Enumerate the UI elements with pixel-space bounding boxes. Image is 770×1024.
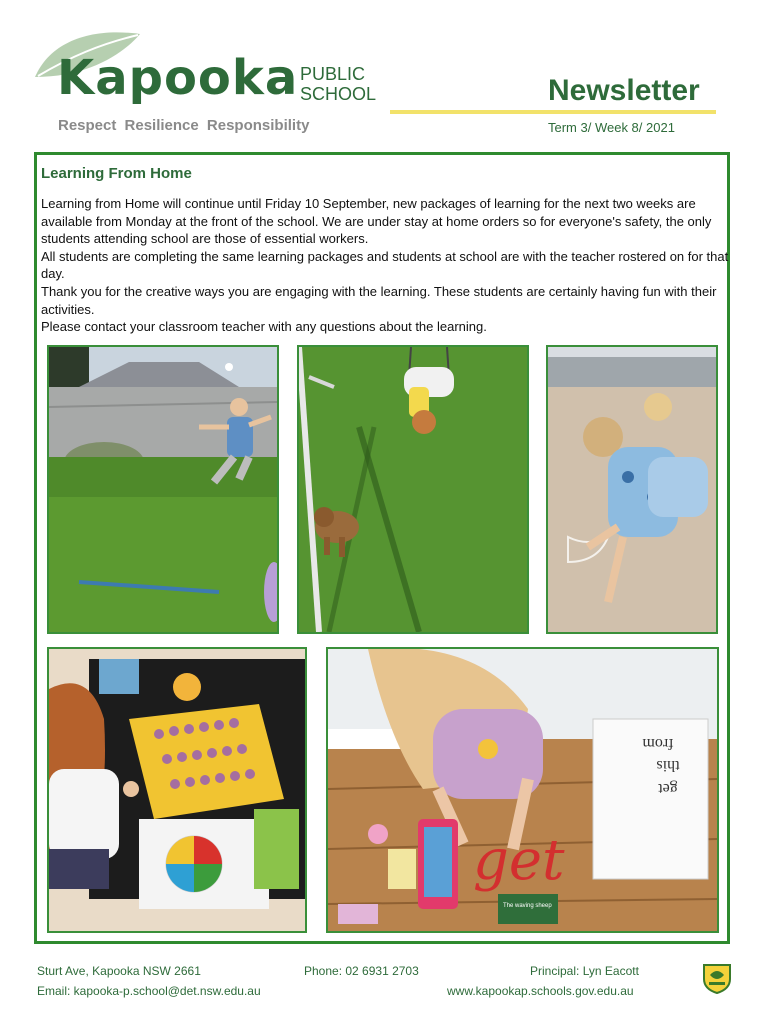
- footer-address: Sturt Ave, Kapooka NSW 2661: [37, 964, 201, 978]
- footer-principal: Principal: Lyn Eacott: [530, 964, 639, 978]
- term-info: Term 3/ Week 8/ 2021: [548, 120, 675, 135]
- footer-website-link[interactable]: www.kapookap.schools.gov.edu.au: [447, 984, 634, 998]
- worksheet-word-from: from: [642, 735, 674, 752]
- school-type-line1: PUBLIC: [300, 64, 366, 84]
- article-body: [41, 195, 731, 336]
- book-title: The waving sheep: [503, 903, 552, 909]
- footer-phone: Phone: 02 6931 2703: [304, 964, 419, 978]
- article-paragraph: Please contact your classroom teacher with any questions about the learning.: [41, 319, 487, 335]
- school-motto: Respect Resilience Responsibility: [58, 117, 310, 134]
- school-crest-icon: [700, 961, 734, 995]
- newsletter-title: Newsletter: [548, 74, 700, 107]
- photo-child-board-game: [47, 647, 307, 933]
- photo-child-letters-worksheet: [326, 647, 719, 933]
- article-paragraph: Thank you for the creative ways you are engaging with the learning. These students are certainly having fun with their activities.: [41, 283, 717, 317]
- article-heading: Learning From Home: [41, 165, 192, 182]
- worksheet-word-get: get: [658, 780, 678, 797]
- playdough-letters: get: [473, 828, 565, 893]
- article-paragraph: All students are completing the same learning packages and students at school are with the teacher rostered on for that day.: [41, 248, 729, 282]
- school-type: [300, 64, 376, 104]
- article-paragraph: Learning from Home will continue until Friday 10 September, new packages of learning for the next two weeks are available from Monday at the front of the school. We are under stay at home orders so for everyone's safety, the only students attending school are those of essential workers.: [41, 196, 712, 247]
- photo-child-on-swing: [297, 345, 529, 634]
- worksheet-word-this: this: [656, 757, 680, 774]
- school-name-logo: Kapooka: [57, 50, 299, 106]
- photo-child-chalk-drawing: [546, 345, 718, 634]
- photo-child-jumping: [47, 345, 279, 634]
- school-type-line2: SCHOOL: [300, 84, 377, 104]
- title-underline: [390, 110, 716, 114]
- footer-email[interactable]: Email: kapooka-p.school@det.nsw.edu.au: [37, 984, 261, 998]
